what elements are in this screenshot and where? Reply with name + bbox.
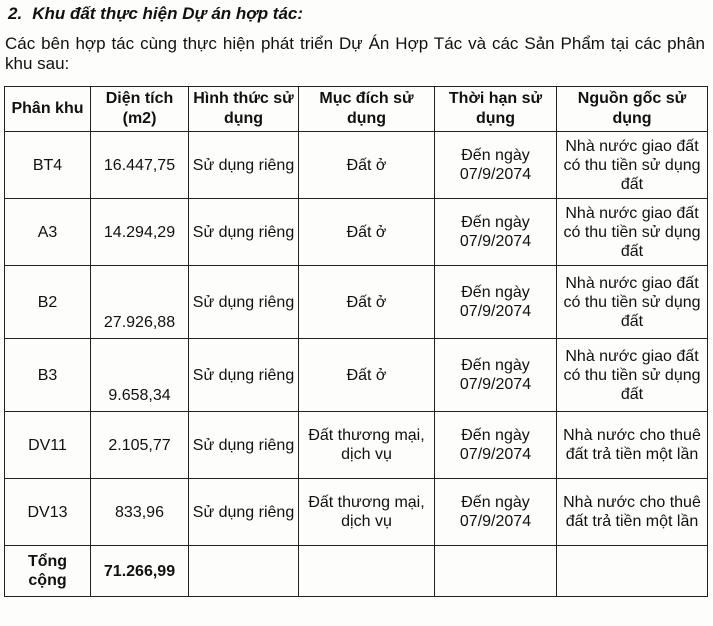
cell-area: 14.294,29	[91, 199, 189, 266]
section-title: Khu đất thực hiện Dự án hợp tác:	[32, 4, 304, 23]
cell-area: 27.926,88	[91, 266, 189, 339]
table-header-row	[5, 87, 708, 132]
cell-origin: Nhà nước giao đất có thu tiền sử dụng đất	[557, 266, 708, 339]
table-row	[5, 266, 708, 339]
cell-term: Đến ngày 07/9/2074	[435, 199, 557, 266]
header-purpose: Mục đích sử dụng	[299, 87, 435, 132]
cell-form: Sử dụng riêng	[189, 132, 299, 199]
cell-form: Sử dụng riêng	[189, 412, 299, 479]
cell-term: Đến ngày 07/9/2074	[435, 479, 557, 546]
header-zone: Phân khu	[5, 87, 91, 132]
cell-empty	[557, 546, 708, 597]
cell-zone: B2	[5, 266, 91, 339]
cell-empty	[189, 546, 299, 597]
cell-purpose: Đất ở	[299, 199, 435, 266]
section-heading	[8, 4, 303, 24]
cell-form: Sử dụng riêng	[189, 339, 299, 412]
table-row	[5, 132, 708, 199]
table-row	[5, 339, 708, 412]
table-row	[5, 412, 708, 479]
cell-empty	[435, 546, 557, 597]
cell-purpose: Đất ở	[299, 339, 435, 412]
cell-form: Sử dụng riêng	[189, 266, 299, 339]
cell-origin: Nhà nước giao đất có thu tiền sử dụng đất	[557, 339, 708, 412]
cell-term: Đến ngày 07/9/2074	[435, 266, 557, 339]
cell-form: Sử dụng riêng	[189, 479, 299, 546]
section-number: 2.	[8, 4, 23, 23]
header-term: Thời hạn sử dụng	[435, 87, 557, 132]
header-origin: Nguồn gốc sử dụng	[557, 87, 708, 132]
header-area: Diện tích (m2)	[91, 87, 189, 132]
cell-area: 16.447,75	[91, 132, 189, 199]
total-area: 71.266,99	[91, 546, 189, 597]
cell-term: Đến ngày 07/9/2074	[435, 132, 557, 199]
table-row	[5, 479, 708, 546]
cell-zone: BT4	[5, 132, 91, 199]
cell-zone: B3	[5, 339, 91, 412]
cell-term: Đến ngày 07/9/2074	[435, 339, 557, 412]
cell-origin: Nhà nước cho thuê đất trả tiền một lần	[557, 479, 708, 546]
land-zones-table	[4, 86, 708, 597]
total-row	[5, 546, 708, 597]
cell-area: 9.658,34	[91, 339, 189, 412]
cell-zone: DV13	[5, 479, 91, 546]
cell-purpose: Đất ở	[299, 132, 435, 199]
cell-area: 2.105,77	[91, 412, 189, 479]
cell-purpose: Đất thương mại, dịch vụ	[299, 412, 435, 479]
cell-term: Đến ngày 07/9/2074	[435, 412, 557, 479]
total-label: Tổng cộng	[5, 546, 91, 597]
cell-zone: A3	[5, 199, 91, 266]
cell-purpose: Đất ở	[299, 266, 435, 339]
table-row	[5, 199, 708, 266]
cell-origin: Nhà nước cho thuê đất trả tiền một lần	[557, 412, 708, 479]
intro-paragraph: Các bên hợp tác cùng thực hiện phát triển Dự Án Hợp Tác và các Sản Phẩm tại các phân khu sau:	[5, 34, 705, 73]
cell-zone: DV11	[5, 412, 91, 479]
cell-origin: Nhà nước giao đất có thu tiền sử dụng đất	[557, 132, 708, 199]
header-form: Hình thức sử dụng	[189, 87, 299, 132]
cell-area: 833,96	[91, 479, 189, 546]
cell-purpose: Đất thương mại, dịch vụ	[299, 479, 435, 546]
cell-origin: Nhà nước giao đất có thu tiền sử dụng đất	[557, 199, 708, 266]
cell-form: Sử dụng riêng	[189, 199, 299, 266]
cell-empty	[299, 546, 435, 597]
